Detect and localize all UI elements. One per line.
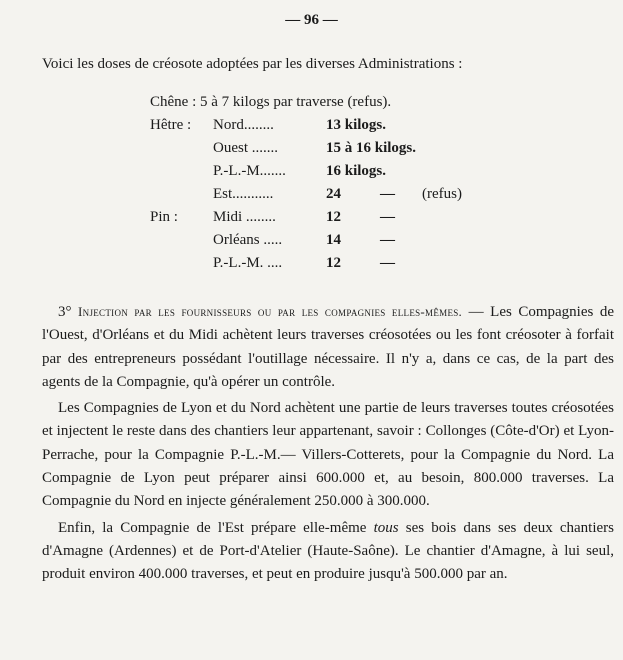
dose-qty: 12 bbox=[326, 209, 341, 225]
chene-line: Chêne : 5 à 7 kilogs par traverse (refus). bbox=[150, 94, 392, 110]
emphasis-tous: tous bbox=[373, 519, 399, 536]
paragraph-est bbox=[42, 517, 614, 587]
dose-qty: 15 à 16 kilogs. bbox=[326, 140, 417, 156]
dose-dash: — bbox=[380, 255, 395, 271]
paragraph-lyon-nord: Les Compagnies de Lyon et du Nord achètent une partie de leurs traverses toutes créosotées et injectent le reste dans des chantiers leur appartenant, savoir : Collonges (Côte-d'Or) et Lyon-Perrache, pour la Compagnie P.-L.-M.— Villers-Cotterets, pour la Compagnie du Nord. La Compagnie de Lyon peut préparer ainsi 600.000 et, au besoin, 800.000 traverses. La Compagnie du Nord en injecte généralement 250.000 à 300.000. bbox=[42, 400, 614, 510]
dose-region: P.-L.-M. .... bbox=[213, 255, 283, 271]
dose-qty: 13 kilogs. bbox=[326, 117, 387, 133]
dose-dash: — bbox=[380, 232, 395, 248]
dose-region: Ouest ....... bbox=[213, 140, 278, 156]
dose-wood: Hêtre : bbox=[150, 117, 192, 133]
dose-qty: 12 bbox=[326, 255, 341, 271]
dose-wood: Pin : bbox=[150, 209, 178, 225]
dose-region: Est........... bbox=[213, 186, 274, 202]
intro-sentence: Voici les doses de créosote adoptées par les diverses Administrations : bbox=[42, 56, 463, 72]
dose-region: Orléans ..... bbox=[213, 232, 283, 248]
dose-note: (refus) bbox=[422, 186, 462, 202]
dose-dash: — bbox=[380, 209, 395, 225]
dose-qty: 14 bbox=[326, 232, 341, 248]
body-text bbox=[42, 300, 614, 590]
dose-dash: — bbox=[380, 186, 395, 202]
dose-qty: 24 bbox=[326, 186, 341, 202]
dose-region: P.-L.-M....... bbox=[213, 163, 286, 179]
page-number: — 96 — bbox=[285, 12, 338, 28]
section-number: 3° bbox=[58, 304, 72, 320]
section-text: — Les Compagnies de l'Ouest, d'Orléans et du Midi achètent leurs traverses créosotées ou les font créosoter à forfait par des entrepreneurs possédant l'outillage nécessaire. Il n'y a, dans ce cas, de la part des agents de la Compagnie, qu'à opérer un contrôle. bbox=[42, 304, 614, 390]
dose-region: Nord........ bbox=[213, 117, 274, 133]
dose-region: Midi ........ bbox=[213, 209, 276, 225]
section-3-paragraph bbox=[42, 300, 614, 394]
paragraph-est-start: Enfin, la Compagnie de l'Est prépare elle-même bbox=[58, 519, 367, 536]
section-heading: Injection par les fournisseurs ou par les compagnies elles-mêmes. bbox=[78, 304, 463, 319]
dose-qty: 16 kilogs. bbox=[326, 163, 387, 179]
paragraph-est-end: ses bois dans ses deux chantiers d'Amagne (Ardennes) et de Port-d'Atelier (Haute-Saône). Le chantier d'Amagne, à lui seul, produit environ 400.000 traverses, et peut en produire jusqu'à 500.000 par an. bbox=[42, 519, 614, 583]
